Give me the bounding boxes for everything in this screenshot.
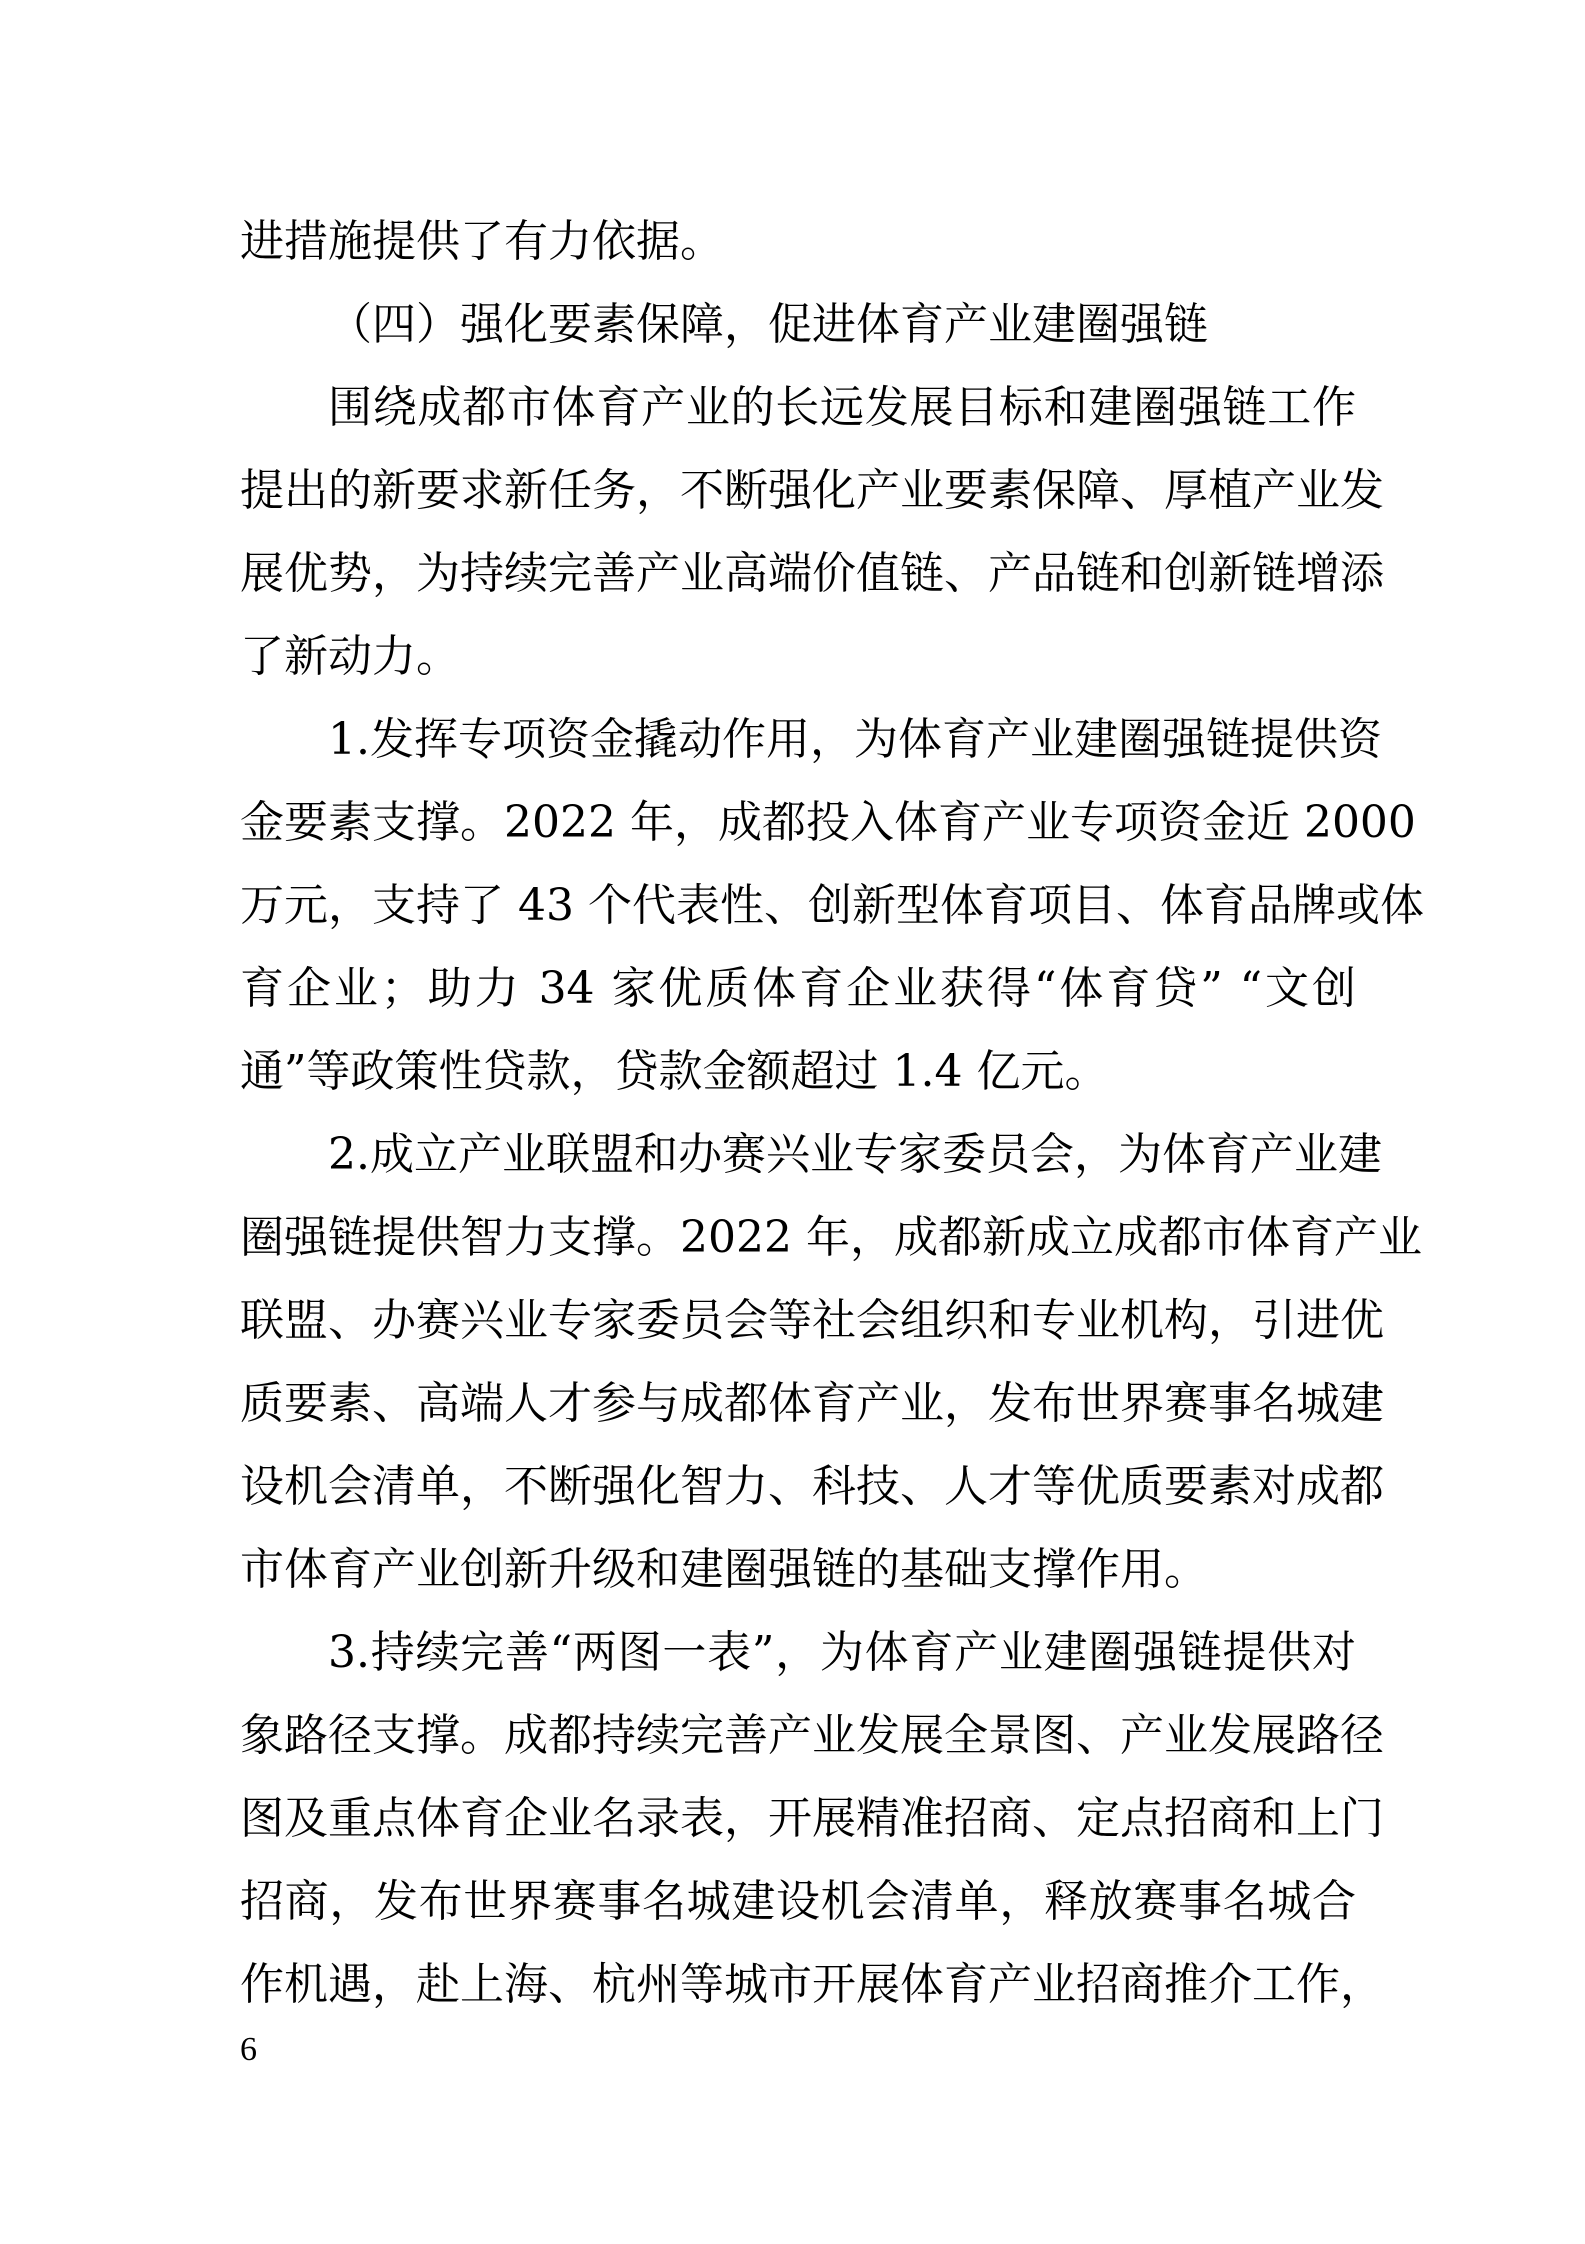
page-number: 6: [240, 2031, 257, 2068]
text-line: 进措施提供了有力依据。: [240, 216, 724, 267]
text-line: 提出的新要求新任务，不断强化产业要素保障、厚植产业发: [240, 465, 1384, 516]
text-line: 围绕成都市体育产业的长远发展目标和建圈强链工作: [328, 382, 1356, 433]
text-line: 作机遇，赴上海、杭州等城市开展体育产业招商推介工作，: [240, 1959, 1384, 2010]
text-line: 招商，发布世界赛事名城建设机会清单，释放赛事名城合: [240, 1876, 1356, 1927]
text-line: 展优势，为持续完善产业高端价值链、产品链和创新链增添: [240, 548, 1384, 599]
text-line: 2.成立产业联盟和办赛兴业专家委员会，为体育产业建: [328, 1129, 1382, 1180]
document-body: [240, 200, 1424, 2026]
text-line: 1.发挥专项资金撬动作用，为体育产业建圈强链提供资: [328, 714, 1382, 765]
text-line: 质要素、高端人才参与成都体育产业，发布世界赛事名城建: [240, 1378, 1384, 1429]
text-line: 通”等政策性贷款，贷款金额超过 1.4 亿元。: [240, 1046, 1109, 1097]
text-line: 金要素支撑。2022 年，成都投入体育产业专项资金近 2000: [240, 797, 1416, 848]
text-line: 了新动力。: [240, 631, 460, 682]
text-line: 设机会清单，不断强化智力、科技、人才等优质要素对成都: [240, 1461, 1384, 1512]
text-line: 图及重点体育企业名录表，开展精准招商、定点招商和上门: [240, 1793, 1384, 1844]
text-line: 育企业；助力 34 家优质体育企业获得“体育贷” “文创: [240, 963, 1356, 1014]
text-line: 联盟、办赛兴业专家委员会等社会组织和专业机构，引进优: [240, 1295, 1384, 1346]
text-line: 万元，支持了 43 个代表性、创新型体育项目、体育品牌或体: [240, 880, 1424, 931]
text-line: 象路径支撑。成都持续完善产业发展全景图、产业发展路径: [240, 1710, 1384, 1761]
text-line: 3.持续完善“两图一表”，为体育产业建圈强链提供对: [328, 1627, 1356, 1678]
section-heading: （四）强化要素保障，促进体育产业建圈强链: [328, 299, 1208, 350]
text-line: 圈强链提供智力支撑。2022 年，成都新成立成都市体育产业: [240, 1212, 1422, 1263]
text-line: 市体育产业创新升级和建圈强链的基础支撑作用。: [240, 1544, 1208, 1595]
